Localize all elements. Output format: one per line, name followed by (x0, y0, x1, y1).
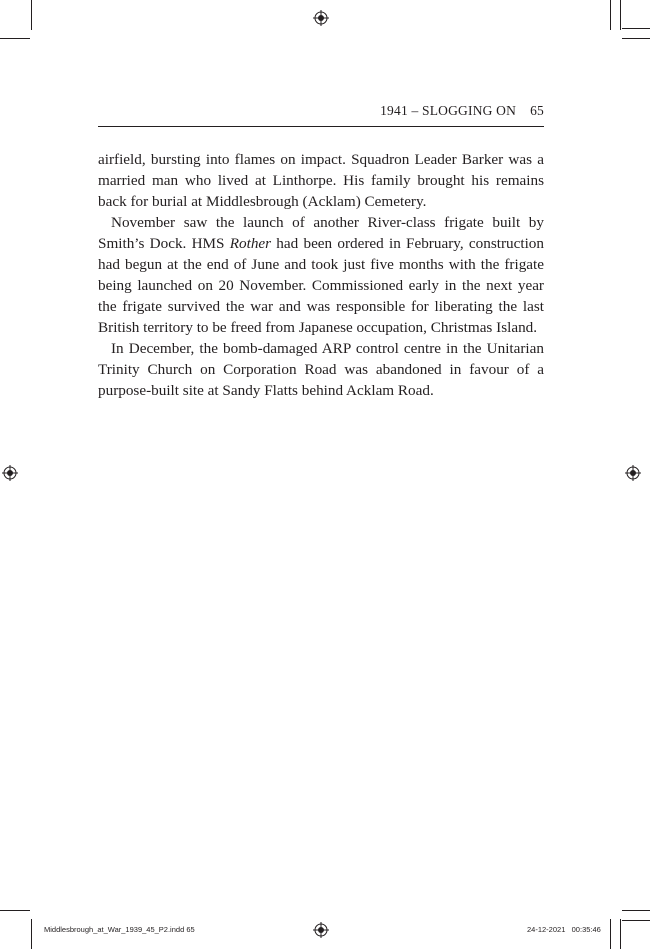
crop-mark-top-left-vertical (31, 0, 32, 30)
slug-date-time (527, 925, 601, 934)
ship-name: Rother (229, 235, 272, 252)
registration-mark-right-icon (625, 465, 641, 481)
crop-mark-bottom-right-horizontal (622, 910, 650, 911)
paragraph-2-end: had been ordered in February, construction had begun at the end of June and took just five months with the frigate being launched on 20 November. Commissioned early in the next year the frigate survived the war and was responsible for liberating the last British territory to be freed from Japanese occupation, Christmas Island. (98, 235, 544, 336)
paragraph-2-start: November saw the launch of another River-class frigate built by Smith’s Dock. HMS (98, 214, 544, 252)
paragraph-2 (98, 212, 544, 338)
slug-time: 00:35:46 (571, 925, 601, 934)
crop-mark-bottom-right-vertical-2 (620, 919, 621, 949)
crop-mark-top-right-horizontal (622, 38, 650, 39)
registration-mark-top-icon (313, 10, 329, 26)
registration-mark-left-icon (2, 465, 18, 481)
body-text (98, 149, 544, 401)
crop-mark-top-right-vertical (610, 0, 611, 30)
paragraph-3: In December, the bomb-damaged ARP control centre in the Unitarian Trinity Church on Corporation Road was abandoned in favour of a purpose-built site at Sandy Flatts behind Acklam Road. (98, 340, 544, 399)
page-number: 65 (530, 103, 544, 118)
registration-mark-bottom-icon (313, 922, 329, 938)
crop-mark-top-left-horizontal (0, 38, 30, 39)
crop-mark-bottom-left-horizontal (0, 910, 30, 911)
crop-mark-bottom-right-horizontal-2 (622, 920, 650, 921)
running-title: 1941 – SLOGGING ON (380, 103, 517, 118)
crop-mark-bottom-left-vertical (31, 919, 32, 949)
slug-file-label: Middlesbrough_at_War_1939_45_P2.indd 65 (44, 925, 195, 934)
header-rule (98, 126, 544, 127)
crop-mark-top-right-vertical-2 (620, 0, 621, 30)
slug-date: 24-12-2021 (527, 925, 566, 934)
running-header (98, 103, 544, 119)
crop-mark-bottom-right-vertical (610, 919, 611, 949)
crop-mark-top-right-horizontal-2 (622, 28, 650, 29)
paragraph-1: airfield, bursting into flames on impact. Squadron Leader Barker was a married man who lived at Linthorpe. His family brought his remains back for burial at Middlesbrough (Acklam) Cemetery. (98, 151, 544, 210)
